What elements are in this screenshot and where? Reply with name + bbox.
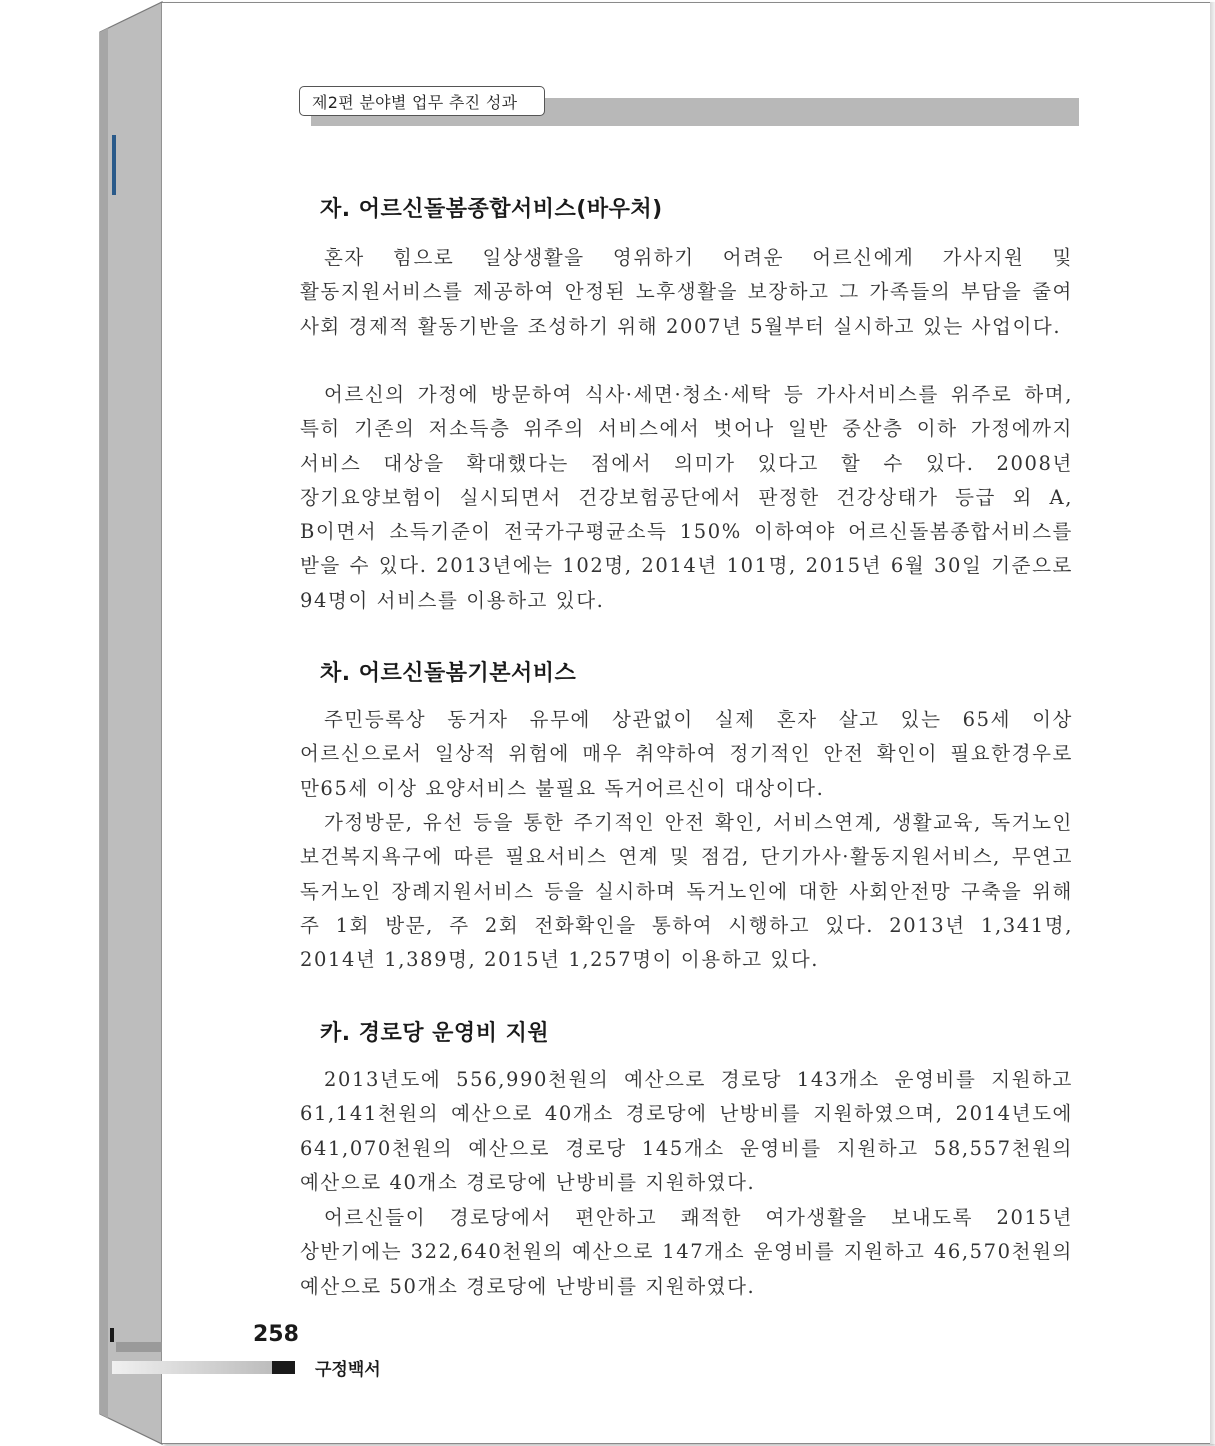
paragraph: 2013년도에 556,990천원의 예산으로 경로당 143개소 운영비를 지원하고 61,141천원의 예산으로 40개소 경로당에 난방비를 지원하였으며, 2014년도에 641,070천원의 예산으로 경로당 145개소 운영비를 지원하고 58,557천원의 예산으로 40개소 경로당에 난방비를 지원하였다. bbox=[300, 1068, 1073, 1194]
book-title: 구정백서 bbox=[315, 1360, 381, 1380]
page-edge bbox=[1210, 2, 1215, 1444]
paragraph: 가정방문, 유선 등을 통한 주기적인 안전 확인, 서비스연계, 생활교육, 독거노인 보건복지욕구에 따른 필요서비스 연계 및 점검, 단기가사·활동지원서비스, 무연고 독거노인 장례지원서비스 등을 실시하며 독거노인에 대한 사회안전망 구축을 위해 주 1회 방문, 주 2회 전화확인을 통하여 시행하고 있다. 2013년 1,341명, 2014년 1,389명, 2015년 1,257명이 이용하고 있다. bbox=[300, 811, 1073, 972]
section-title-cha: 차. 어르신돌봄기본서비스 bbox=[320, 661, 577, 686]
book-spine bbox=[0, 0, 170, 1446]
footer-bar bbox=[112, 1361, 272, 1374]
paragraph: 어르신의 가정에 방문하여 식사·세면·청소·세탁 등 가사서비스를 위주로 하며, 특히 기존의 저소득층 위주의 서비스에서 벗어나 일반 중산층 이하 가정에까지 서비스 대상을 확대했다는 점에서 의미가 있다고 할 수 있다. 2008년 장기요양보험이 실시되면서 건강보험공단에서 판정한 건강상태가 등급 외 A, B이면서 소득기준이 전국가구평균소득 150% 이하여야 어르신돌봄종합서비스를 받을 수 있다. 2013년에는 102명, 2014년 101명, 2015년 6월 30일 기준으로 94명이 서비스를 이용하고 있다. bbox=[300, 383, 1073, 612]
chapter-label: 제2편 분야별 업무 추진 성과 bbox=[299, 86, 545, 116]
paragraph: 어르신들이 경로당에서 편안하고 쾌적한 여가생활을 보내도록 2015년 상반기에는 322,640천원의 예산으로 147개소 운영비를 지원하고 46,570천원의 예산으로 50개소 경로당에 난방비를 지원하였다. bbox=[300, 1206, 1073, 1298]
footer-block bbox=[272, 1361, 295, 1374]
section-title-ja: 자. 어르신돌봄종합서비스(바우처) bbox=[320, 197, 663, 222]
paragraph: 혼자 힘으로 일상생활을 영위하기 어려운 어르신에게 가사지원 및 활동지원서비스를 제공하여 안정된 노후생활을 보장하고 그 가족들의 부담을 줄여 사회 경제적 활동기반을 조성하기 위해 2007년 5월부터 실시하고 있는 사업이다. bbox=[300, 246, 1073, 338]
paragraph: 주민등록상 동거자 유무에 상관없이 실제 혼자 살고 있는 65세 이상 어르신으로서 일상적 위험에 매우 취약하여 정기적인 안전 확인이 필요한경우로 만65세 이상 요양서비스 불필요 독거어르신이 대상이다. bbox=[300, 708, 1073, 800]
page-number: 258 bbox=[253, 1322, 299, 1347]
section-title-ka: 카. 경로당 운영비 지원 bbox=[320, 1021, 550, 1046]
